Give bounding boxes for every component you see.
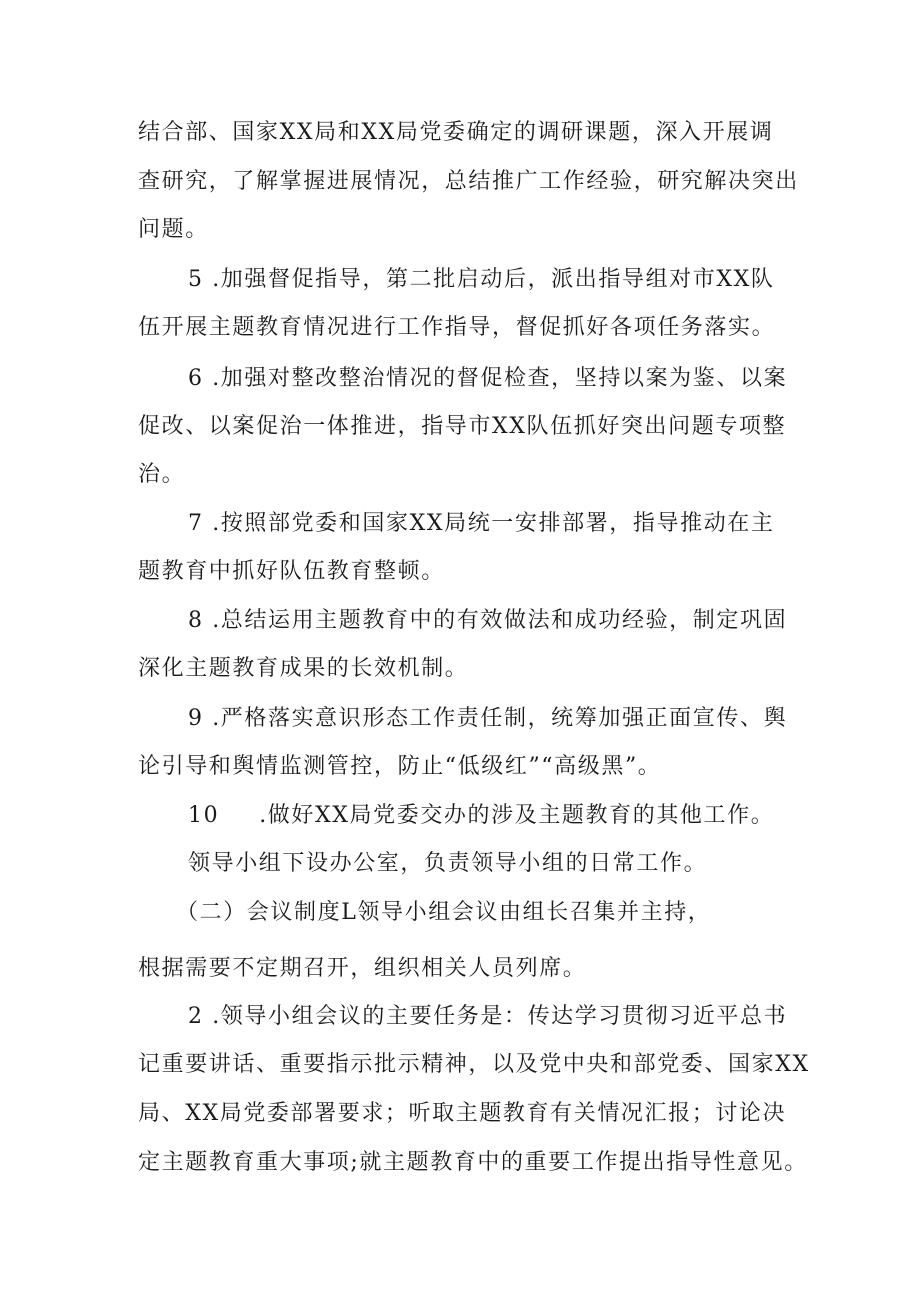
item-9-line: 论引导和舆情监测管控，防止“低级红”“高级黑”。 xyxy=(138,754,662,779)
office-note: 领导小组下设办公室，负责领导小组的日常工作。 xyxy=(188,851,708,876)
paragraph-line: 查研究，了解掌握进展情况，总结推广工作经验，研究解决突出 xyxy=(138,169,799,194)
item-2-line: 局、XX局党委部署要求；听取主题教育有关情况汇报；讨论决 xyxy=(138,1101,787,1126)
item-7-line: 7 .按照部党委和国家XX局统一安排部署，指导推动在主 xyxy=(188,511,775,536)
section-2-heading: （二）会议制度L领导小组会议由组长召集并主持， xyxy=(176,900,712,925)
item-8-line: 8 .总结运用主题教育中的有效做法和成功经验，制定巩固 xyxy=(188,608,788,633)
item-10-text: .做好XX局党委交办的涉及主题教育的其他工作。 xyxy=(259,803,775,828)
item-8-line: 深化主题教育成果的长效机制。 xyxy=(138,656,469,681)
item-10-line xyxy=(188,801,774,831)
paragraph-line: 结合部、国家XX局和XX局党委确定的调研课题，深入开展调 xyxy=(138,120,774,145)
item-2-line: 记重要讲话、重要指示批示精神，以及党中央和部党委、国家XX xyxy=(138,1052,810,1077)
item-5-line: 伍开展主题教育情况进行工作指导，督促抓好各项任务落实。 xyxy=(138,315,776,340)
item-10-number: 10 xyxy=(188,803,220,828)
section-2-continuation: 根据需要不定期召开，组织相关人员列席。 xyxy=(138,956,587,981)
paragraph-line: 问题。 xyxy=(138,217,209,242)
item-6-line: 治。 xyxy=(138,462,186,487)
item-9-line: 9 .严格落实意识形态工作责任制，统筹加强正面宣传、舆 xyxy=(188,706,788,731)
item-2-line: 定主题教育重大事项;就主题教育中的重要工作提出指导性意见。 xyxy=(138,1150,808,1175)
item-6-line: 促改、以案促治一体推进，指导市XX队伍抓好突出问题专项整 xyxy=(138,414,787,439)
item-2-line: 2 .领导小组会议的主要任务是：传达学习贯彻习近平总书 xyxy=(188,1004,788,1029)
item-5-line: 5 .加强督促指导，第二批启动后，派出指导组对市XX队 xyxy=(188,267,775,292)
item-6-line: 6 .加强对整改整治情况的督促检查，坚持以案为鉴、以案 xyxy=(188,366,788,391)
item-7-line: 题教育中抓好队伍教育整顿。 xyxy=(138,559,445,584)
